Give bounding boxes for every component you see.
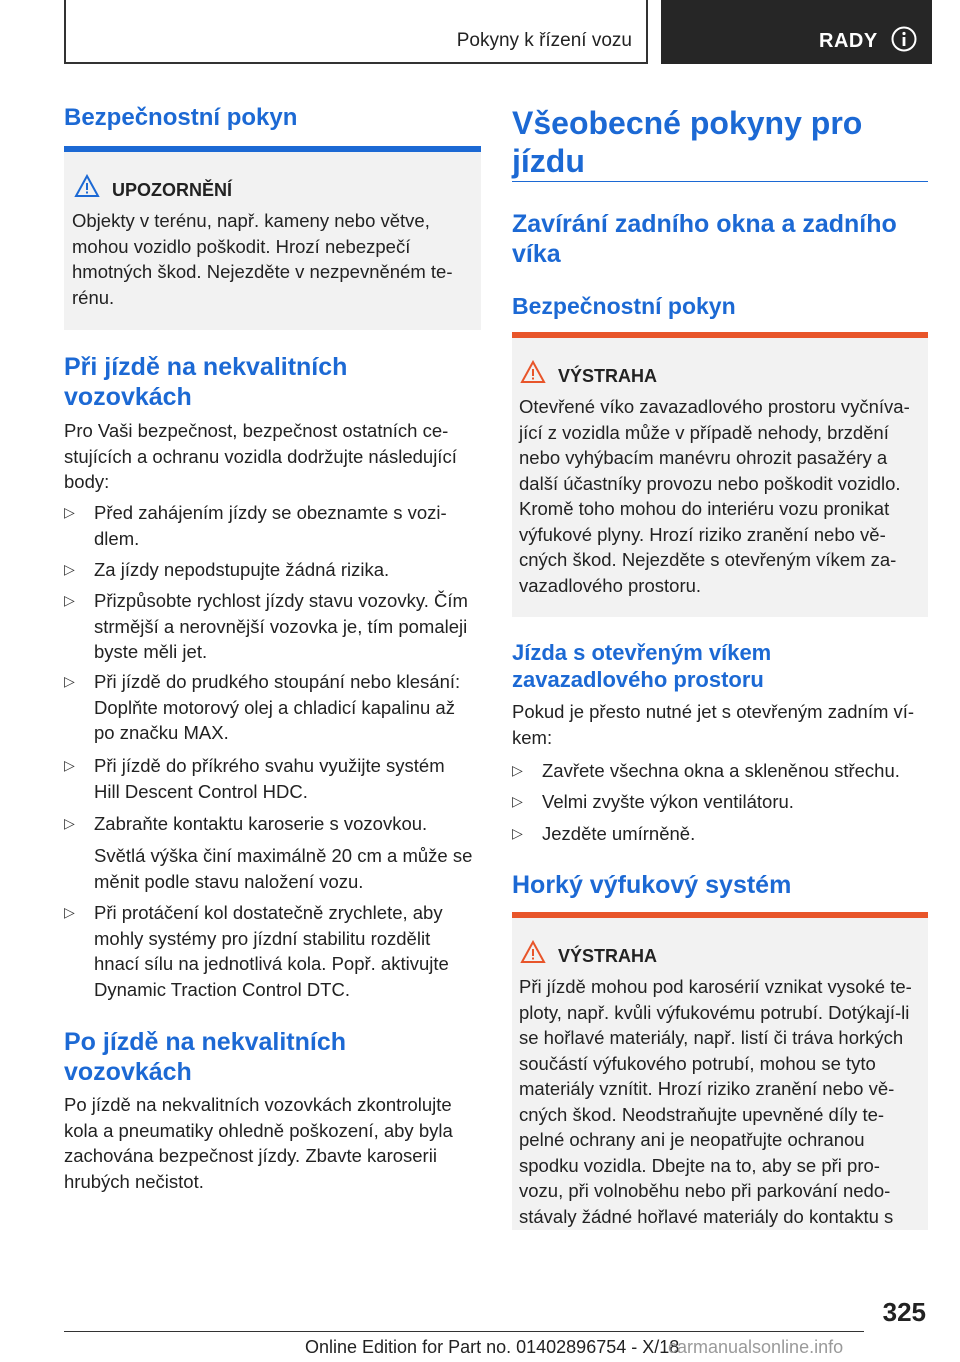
list-line: Hill Descent Control HDC. [94, 780, 308, 802]
warning-line: stávaly žádné hořlavé materiály do kontaktu s [519, 1205, 894, 1227]
sub-heading [512, 209, 897, 269]
heading-line: jízdu [512, 143, 585, 179]
heading-line: vozovkách [64, 1058, 192, 1086]
bullet-triangle-icon: ▷ [512, 793, 523, 809]
warning-line: ploty, např. kvůli výfukovému potrubí. Dotýkají-li [519, 1001, 910, 1023]
bullet-triangle-icon: ▷ [64, 904, 75, 920]
watermark: carmanualsonline.info [668, 1337, 844, 1357]
text-line: body: [64, 471, 110, 492]
warning-box [512, 912, 928, 1230]
warning-line: pelné ochrany ani je neopatřujte ochranou [519, 1129, 865, 1150]
main-heading [512, 104, 862, 180]
edition-text: Online Edition for Part no. 01402896754 - X/18 [305, 1337, 680, 1357]
list-line: byste měli jet. [94, 641, 208, 662]
warning-label: VÝSTRAHA [558, 366, 658, 386]
list-line: Při jízdě do příkrého svahu využijte systém [94, 755, 445, 776]
after-bad-roads-heading [64, 1027, 346, 1087]
warning-line: vazadlového prostoru. [519, 574, 702, 596]
page-header [64, 0, 932, 66]
list-line: dlem. [94, 527, 140, 549]
warning-line: Při jízdě mohou pod karosérií vznikat vysoké te- [519, 976, 912, 997]
heading-line: Po jízdě na nekvalitních [64, 1028, 347, 1056]
warning-line: další účastníky provozu nebo poškodit vozidlo. [519, 472, 901, 494]
warning-line: vozu, při volnoběhu nebo při parkování nedo- [519, 1180, 891, 1201]
text-line: hrubých nečistot. [64, 1170, 204, 1192]
safety-heading-left: Bezpečnostní pokyn [64, 104, 298, 131]
list-line: Při jízdě do prudkého stoupání nebo klesání: [94, 671, 461, 692]
list-item [64, 811, 481, 837]
section-title: Pokyny k řízení vozu [456, 30, 632, 51]
notice-text [72, 208, 453, 310]
exhaust-heading: Horký výfukový systém [512, 871, 792, 899]
text-line: stujících a ochranu vozidla dodržujte následující [64, 445, 457, 467]
list-item [64, 500, 481, 551]
warning-line: Otevřené víko zavazadlového prostoru vyčníva- [519, 396, 910, 417]
clearance-note [94, 843, 472, 894]
warning-line: jící z vozidla může v případě nehody, brzdění [519, 421, 889, 443]
list-item [512, 758, 928, 784]
warning-text [519, 394, 910, 598]
heading-line: víka [512, 240, 561, 268]
warning-triangle-icon [520, 940, 546, 964]
bullet-triangle-icon: ▷ [64, 673, 75, 689]
list-line: strmější a nerovnější vozovka je, tím pomaleji [94, 615, 468, 637]
list-line: Přizpůsobte rychlost jízdy stavu vozovky. Čím [94, 590, 468, 611]
text-line: Po jízdě na nekvalitních vozovkách zkontrolujte [64, 1094, 452, 1115]
warning-line: cných škod. Neodstraňujte upevněné díly te- [519, 1103, 885, 1125]
text-line: kem: [512, 726, 553, 748]
warning-box [512, 332, 928, 617]
heading-rule [512, 181, 928, 182]
heading-line: Jízda s otevřeným víkem [512, 640, 772, 665]
warning-triangle-icon [520, 360, 546, 384]
category-tab [661, 0, 932, 64]
notice-line: Objekty v terénu, např. kameny nebo větve, [72, 210, 430, 231]
list-item [64, 588, 481, 665]
warning-line: se hořlavé materiály, např. listí či tráva horkých [519, 1027, 904, 1048]
list-item [64, 669, 481, 746]
text-line: kola a pneumatiky ohledně poškození, aby byla [64, 1119, 453, 1141]
list-line: hnací sílu na jednotlivá kola. Popř. aktivujte [94, 953, 449, 974]
warning-line: spodku vozidla. Dbejte na to, aby se při pro- [519, 1154, 880, 1176]
warning-triangle-icon [74, 174, 100, 198]
list-line: Doplňte motorový olej a chladicí kapalinu až [94, 696, 455, 718]
list-line: Při protáčení kol dostatečně zrychlete, aby [94, 902, 443, 923]
list-line: Za jízdy nepodstupujte žádná rizika. [94, 559, 390, 580]
bullet-triangle-icon: ▷ [64, 757, 75, 773]
list-line: Jezděte umírněně. [542, 823, 696, 844]
list-line: Zabraňte kontaktu karoserie s vozovkou. [94, 813, 428, 834]
list-item [512, 821, 928, 847]
notice-label: UPOZORNĚNÍ [112, 180, 233, 200]
warning-line: Kromě toho mohou do interiéru vozu pronikat [519, 498, 890, 519]
list-line: Před zahájením jízdy se obeznamte s vozi- [94, 502, 447, 523]
list-line: po značku MAX. [94, 722, 229, 743]
warning-line: výfukové plyny. Hrozí riziko zranění nebo vě- [519, 523, 886, 545]
notice-line: hmotných škod. Nejezděte v nezpevněném te- [72, 261, 453, 282]
warning-line: součástí výfukového potrubí, mohou se tyto [519, 1052, 876, 1074]
bullet-triangle-icon: ▷ [64, 561, 75, 577]
warning-text [519, 974, 912, 1229]
text-line: měnit podle stavu naložení vozu. [94, 870, 364, 892]
safety-heading-right: Bezpečnostní pokyn [512, 293, 736, 319]
notice-box [64, 146, 481, 330]
bad-roads-intro [64, 418, 457, 495]
list-line: mohly systémy pro jízdní stabilitu rozdělit [94, 927, 431, 949]
warning-label: VÝSTRAHA [558, 946, 658, 966]
after-bad-roads-text [64, 1092, 453, 1194]
bullet-triangle-icon: ▷ [64, 592, 75, 608]
page-number: 325 [882, 1297, 926, 1327]
bad-roads-heading [64, 352, 347, 412]
warning-line: materiály vznítit. Hrozí riziko zranění nebo vě- [519, 1078, 895, 1099]
text-line: Světlá výška činí maximálně 20 cm a může se [94, 845, 473, 866]
list-item [512, 789, 928, 815]
list-item [64, 753, 481, 804]
open-lid-text [512, 699, 914, 750]
info-icon [891, 26, 917, 52]
footer-rule [64, 1331, 864, 1332]
notice-line: rénu. [72, 286, 115, 308]
heading-line: vozovkách [64, 383, 192, 411]
section-tab [64, 0, 648, 64]
warning-line: cných škod. Nejezděte s otevřeným víkem za- [519, 549, 897, 570]
text-line: zachována bezpečnost jízdy. Zbavte karoserii [64, 1145, 437, 1166]
bullet-triangle-icon: ▷ [64, 815, 75, 831]
list-line: Velmi zvyšte výkon ventilátoru. [542, 791, 794, 812]
open-lid-heading [512, 639, 771, 693]
category-badge: RADY [819, 30, 878, 52]
notice-line: mohou vozidlo poškodit. Hrozí nebezpečí [72, 235, 411, 257]
heading-line: Zavírání zadního okna a zadního [512, 210, 897, 238]
bullet-triangle-icon: ▷ [512, 825, 523, 841]
list-line: Dynamic Traction Control DTC. [94, 978, 350, 1000]
text-line: Pokud je přesto nutné jet s otevřeným zadním ví- [512, 701, 915, 722]
bullet-triangle-icon: ▷ [64, 504, 75, 520]
list-line: Zavřete všechna okna a skleněnou střechu. [542, 760, 900, 781]
heading-line: Všeobecné pokyny pro [512, 105, 863, 141]
list-item [64, 557, 481, 583]
warning-line: nebo vyhýbacím manévru ohrozit pasažéry a [519, 447, 888, 468]
bullet-triangle-icon: ▷ [512, 762, 523, 778]
heading-line: zavazadlového prostoru [512, 667, 764, 692]
list-item [64, 900, 481, 1002]
heading-line: Při jízdě na nekvalitních [64, 353, 348, 381]
text-line: Pro Vaši bezpečnost, bezpečnost ostatních ce- [64, 420, 449, 441]
